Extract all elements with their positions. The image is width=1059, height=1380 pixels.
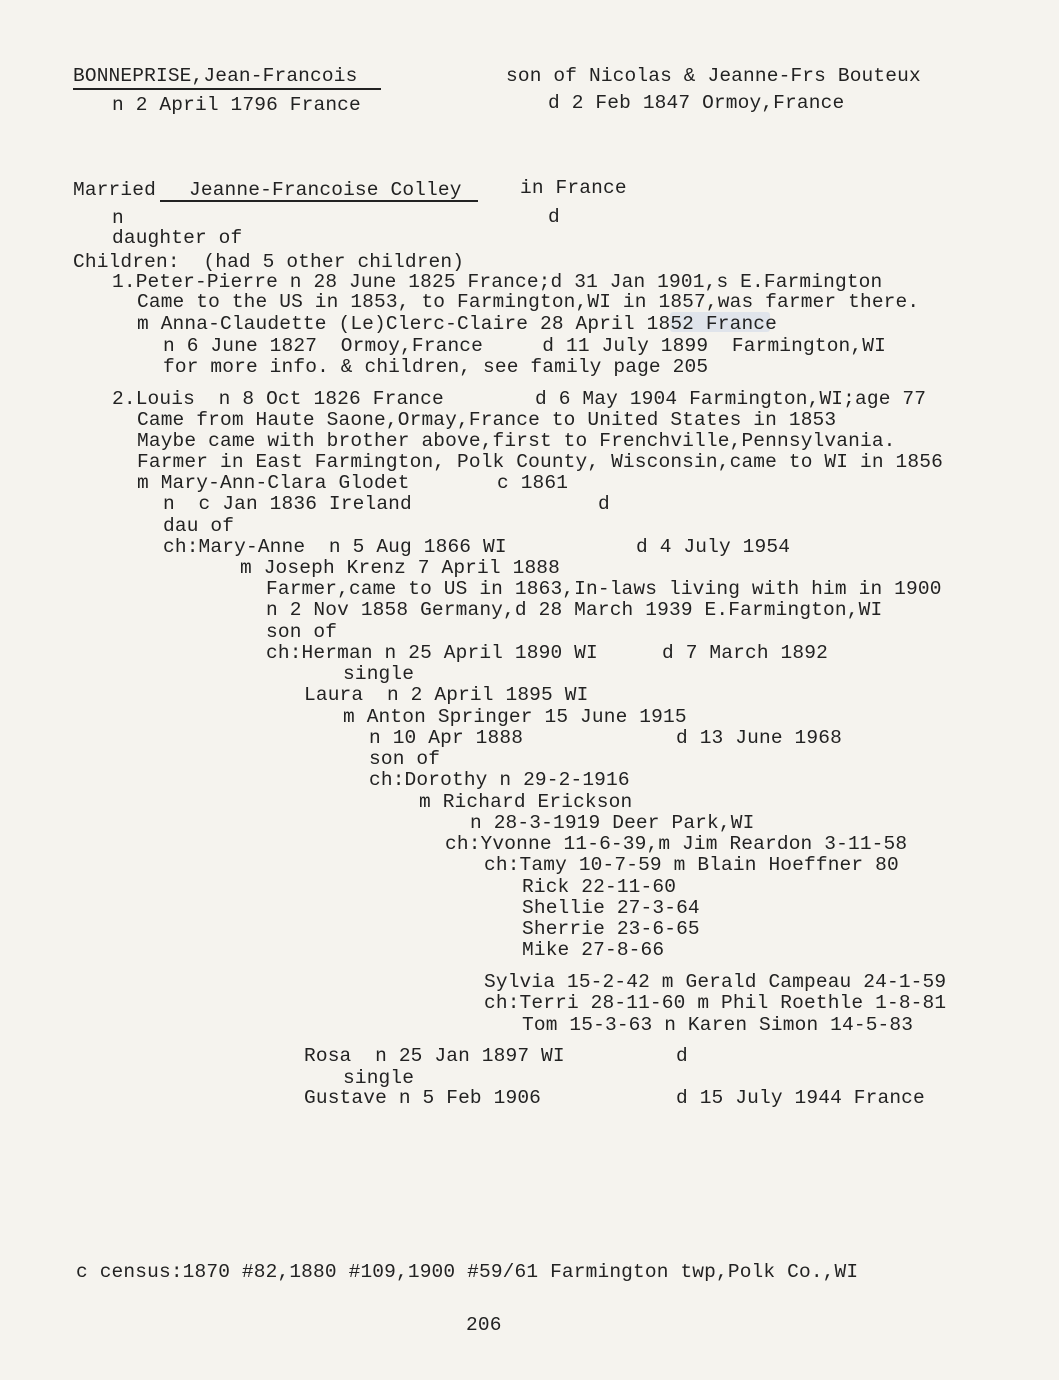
mary-anne-line: d 7 March 1892 bbox=[662, 642, 828, 664]
gustave-line: d 15 July 1944 France bbox=[676, 1087, 925, 1109]
laura-line: m Anton Springer 15 June 1915 bbox=[343, 706, 687, 728]
laura-line: ch:Tamy 10-7-59 m Blain Hoeffner 80 bbox=[484, 854, 899, 876]
laura-line: ch:Dorothy n 29-2-1916 bbox=[369, 769, 630, 791]
spouse-underline bbox=[160, 200, 478, 202]
laura-line: Tom 15-3-63 n Karen Simon 14-5-83 bbox=[522, 1014, 914, 1036]
child2-line: Farmer in East Farmington, Polk County, Wisconsin,came to WI in 1856 bbox=[137, 451, 943, 473]
laura-line: Mike 27-8-66 bbox=[522, 939, 665, 961]
child1-line: Came to the US in 1853, to Farmington,WI in 1857,was farmer there. bbox=[137, 291, 920, 313]
child2-line: n c Jan 1836 Ireland bbox=[163, 493, 412, 515]
child2-line: d bbox=[598, 493, 610, 515]
laura-line: Rick 22-11-60 bbox=[522, 876, 677, 898]
child2-line: Came from Haute Saone,Ormay,France to United States in 1853 bbox=[137, 409, 837, 431]
mary-anne-line: ch:Herman n 25 April 1890 WI bbox=[266, 642, 598, 664]
child2-death: d 6 May 1904 Farmington,WI;age 77 bbox=[535, 388, 927, 410]
person-parents: son of Nicolas & Jeanne-Frs Bouteux bbox=[506, 65, 921, 87]
laura-line: ch:Yvonne 11-6-39,m Jim Reardon 3-11-58 bbox=[445, 833, 908, 855]
page-number: 206 bbox=[466, 1314, 502, 1336]
child1-line: m Anna-Claudette (Le)Clerc-Claire 28 April 1852 France bbox=[137, 313, 778, 335]
child2-line: m Mary-Ann-Clara Glodet bbox=[137, 472, 410, 494]
mary-anne-line: Farmer,came to US in 1863,In-laws living with him in 1900 bbox=[266, 578, 942, 600]
person-death: d 2 Feb 1847 Ormoy,France bbox=[548, 92, 845, 114]
rosa-line: single bbox=[343, 1067, 415, 1089]
rosa-line: Rosa n 25 Jan 1897 WI bbox=[304, 1045, 565, 1067]
laura-line: Laura n 2 April 1895 WI bbox=[304, 684, 589, 706]
laura-line: d 13 June 1968 bbox=[676, 727, 842, 749]
mary-anne-line: n 2 Nov 1858 Germany,d 28 March 1939 E.Farmington,WI bbox=[266, 599, 883, 621]
gustave-line: Gustave n 5 Feb 1906 bbox=[304, 1087, 542, 1109]
person-name: BONNEPRISE,Jean-Francois bbox=[73, 65, 358, 87]
marriage-place: in France bbox=[520, 177, 627, 199]
person-birth: n 2 April 1796 France bbox=[112, 94, 361, 116]
mary-anne-line: single bbox=[343, 663, 415, 685]
child1-line: for more info. & children, see family page 205 bbox=[163, 356, 709, 378]
child2-line: 2.Louis n 8 Oct 1826 France bbox=[112, 388, 444, 410]
laura-line: m Richard Erickson bbox=[419, 791, 633, 813]
laura-line: Sylvia 15-2-42 m Gerald Campeau 24-1-59 bbox=[484, 971, 947, 993]
spouse-name: Jeanne-Francoise Colley bbox=[189, 179, 462, 201]
child1-line: 1.Peter-Pierre n 28 June 1825 France;d 31 Jan 1901,s E.Farmington bbox=[112, 271, 883, 293]
laura-line: Sherrie 23-6-65 bbox=[522, 918, 700, 940]
mary-anne-line: m Joseph Krenz 7 April 1888 bbox=[240, 557, 561, 579]
laura-line: son of bbox=[369, 748, 441, 770]
married-label: Married bbox=[73, 179, 156, 201]
spouse-death: d bbox=[548, 206, 560, 228]
children-header: Children: (had 5 other children) bbox=[73, 251, 465, 273]
rosa-line: d bbox=[676, 1045, 688, 1067]
mary-anne-line: ch:Mary-Anne n 5 Aug 1866 WI bbox=[163, 536, 507, 558]
spouse-birth: n bbox=[112, 207, 124, 229]
spouse-parents: daughter of bbox=[112, 227, 243, 249]
child1-line: n 6 June 1827 Ormoy,France d 11 July 1899 Farmington,WI bbox=[163, 335, 886, 357]
laura-line: n 10 Apr 1888 bbox=[369, 727, 524, 749]
child2-line: c 1861 bbox=[497, 472, 569, 494]
laura-line: Shellie 27-3-64 bbox=[522, 897, 700, 919]
census-note: c census:1870 #82,1880 #109,1900 #59/61 Farmington twp,Polk Co.,WI bbox=[76, 1261, 859, 1283]
name-underline bbox=[73, 88, 381, 90]
mary-anne-line: d 4 July 1954 bbox=[636, 536, 791, 558]
laura-line: ch:Terri 28-11-60 m Phil Roethle 1-8-81 bbox=[484, 992, 947, 1014]
child2-line: Maybe came with brother above,first to Frenchville,Pennsylvania. bbox=[137, 430, 896, 452]
laura-line: n 28-3-1919 Deer Park,WI bbox=[470, 812, 755, 834]
child2-line: dau of bbox=[163, 515, 235, 537]
mary-anne-line: son of bbox=[266, 621, 338, 643]
